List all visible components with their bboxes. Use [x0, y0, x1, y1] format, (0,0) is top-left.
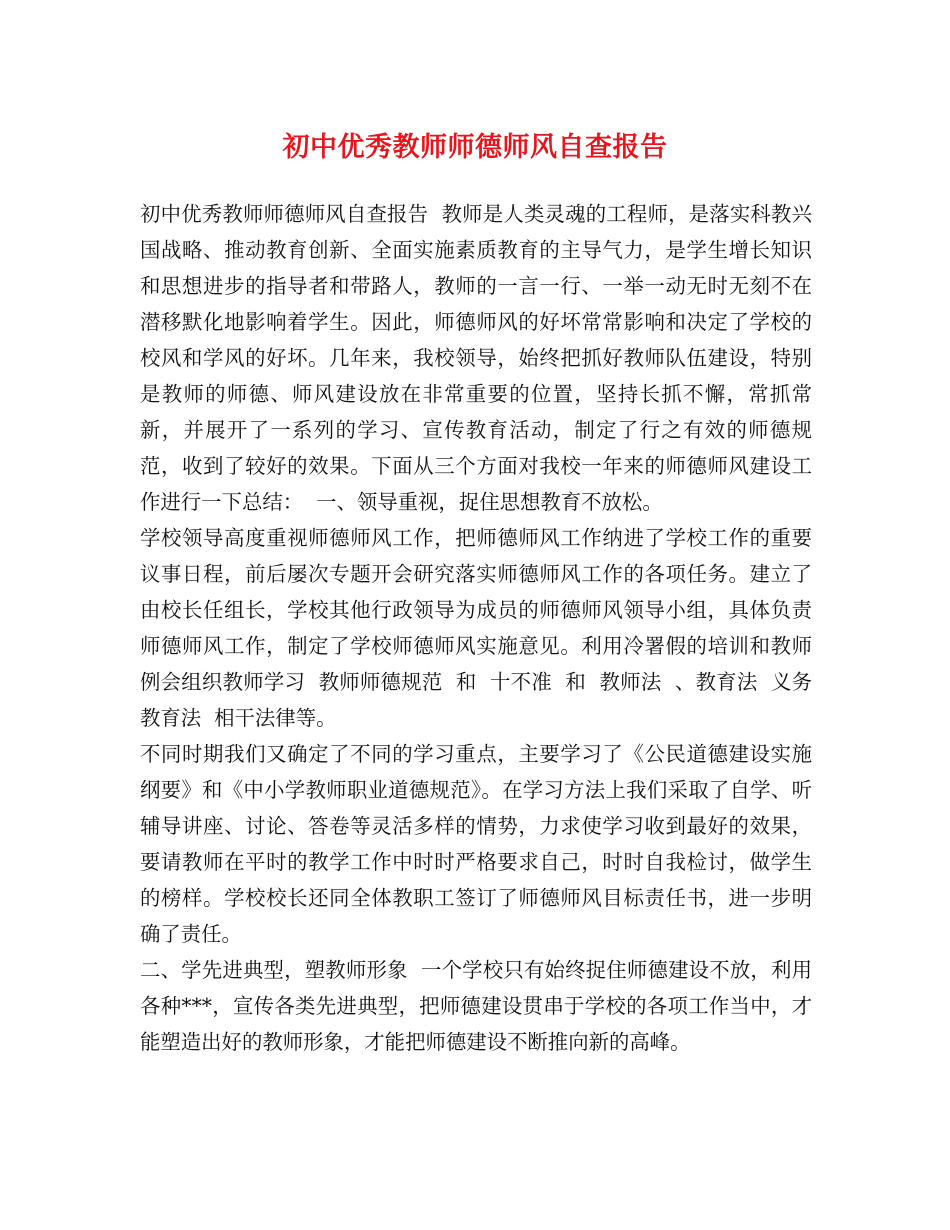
- paragraph-leadership: 学校领导高度重视师德师风工作，把师德师风工作纳进了学校工作的重要议事日程，前后屡次专题开会研究落实师德师风工作的各项任务。建立了由校长任组长，学校其他行政领导为成员的师德师风领导小组，具体负责师德师风工作，制定了学校师德师风实施意见。利用冷署假的培训和教师例会组织教师学习 教师师德规范 和 十不准 和 教师法 、教育法 义务教育法 相干法律等。: [140, 526, 812, 730]
- paragraph-study-focus: 不同时期我们又确定了不同的学习重点，主要学习了《公民道德建设实施纲要》和《中小学教师职业道德规范》。在学习方法上我们采取了自学、听辅导讲座、讨论、答卷等灵活多样的情势，力求使学习收到最好的效果，要请教师在平时的教学工作中时时严格要求自己，时时自我检讨，做学生的榜样。学校校长还同全体教职工签订了师德师风目标责任书，进一步明确了责任。: [140, 742, 812, 946]
- paragraph-intro: 初中优秀教师师德师风自查报告 教师是人类灵魂的工程师，是落实科教兴国战略、推动教育创新、全面实施素质教育的主导气力，是学生增长知识和思想进步的指导者和带路人，教师的一言一行、一举一动无时无刻不在潜移默化地影响着学生。因此，师德师风的好坏常常影响和决定了学校的校风和学风的好坏。几年来，我校领导，始终把抓好教师队伍建设，特别是教师的师德、师风建设放在非常重要的位置，坚持长抓不懈，常抓常新，并展开了一系列的学习、宣传教育活动，制定了行之有效的师德规范，收到了较好的效果。下面从三个方面对我校一年来的师德师风建设工作进行一下总结： 一、领导重视，捉住思想教育不放松。: [140, 202, 812, 514]
- document-title: 初中优秀教师师德师风自查报告: [282, 132, 668, 163]
- document-body: [140, 196, 812, 1060]
- paragraph-models: 二、学先进典型，塑教师形象 一个学校只有始终捉住师德建设不放，利用各种***，宣传各类先进典型，把师德建设贯串于学校的各项工作当中，才能塑造出好的教师形象，才能把师德建设不断推向新的高峰。: [140, 958, 812, 1054]
